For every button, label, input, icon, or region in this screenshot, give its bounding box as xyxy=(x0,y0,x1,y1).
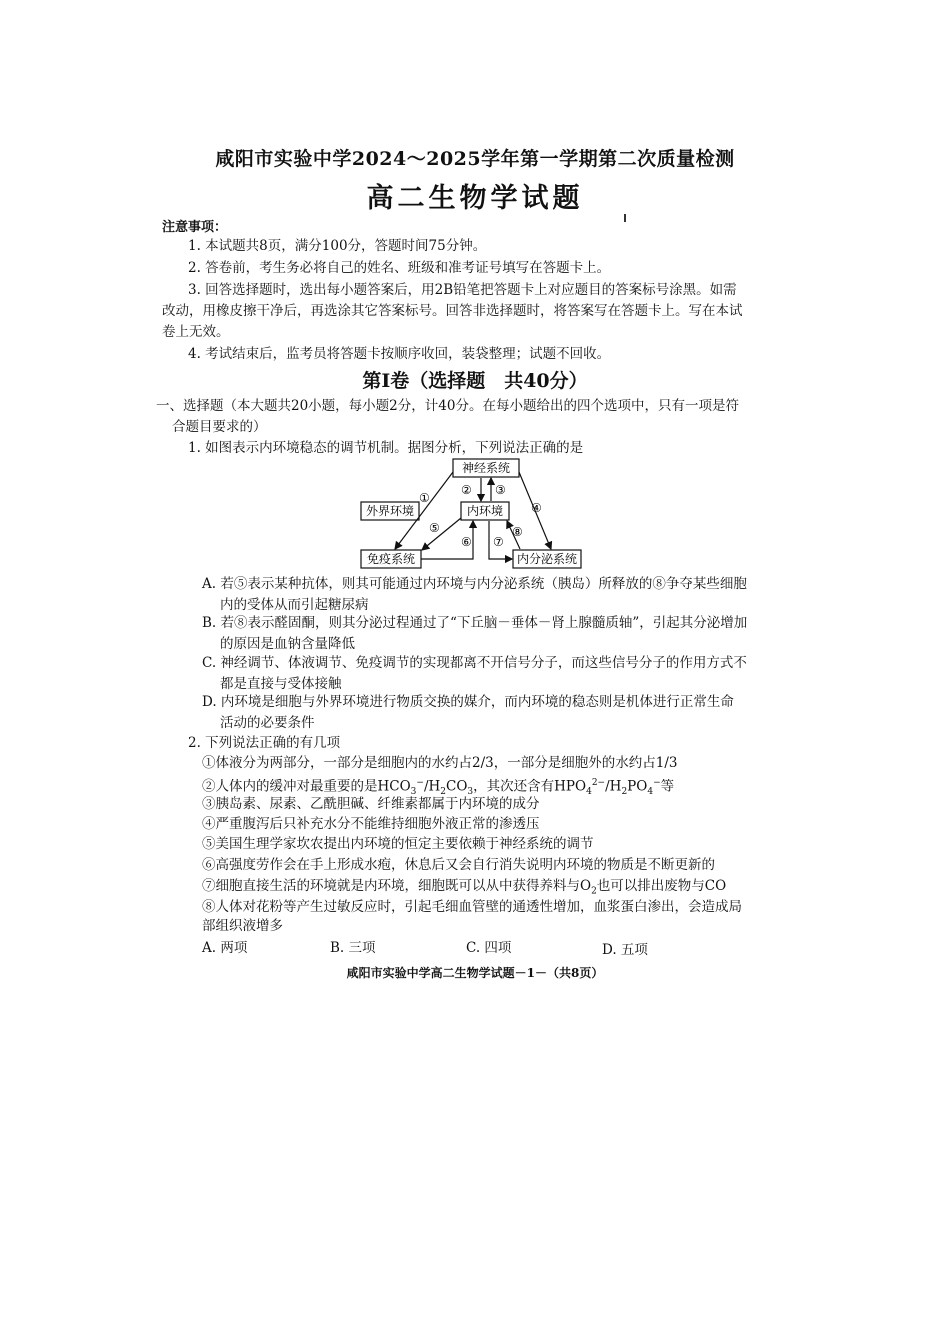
school-title: 咸阳市实验中学2024～2025学年第一学期第二次质量检测 xyxy=(215,148,735,170)
q1-option-d: D. 内环境是细胞与外界环境进行物质交换的媒介，而内环境的稳态则是机体进行正常生命 xyxy=(202,694,734,710)
q2-statement-6: ⑥高强度劳作会在手上形成水疱，休息后又会自行消失说明内环境的物质是不断更新的 xyxy=(202,857,715,873)
section-instruction: 一、选择题（本大题共20小题，每小题2分，计40分。在每小题给出的四个选项中，只有一项是符 xyxy=(156,398,739,414)
q2-option-b: B. 三项 xyxy=(330,940,376,956)
page-footer: 咸阳市实验中学高二生物学试题－1－（共8页） xyxy=(346,966,604,980)
q1-option-b: B. 若⑧表示醛固酮，则其分泌过程通过了“下丘脑－垂体－肾上腺髓质轴”，引起其分泌增加 xyxy=(202,615,748,631)
q1-option-a-cont: 内的受体从而引起糖尿病 xyxy=(220,597,369,613)
q2-statement-3: ③胰岛素、尿素、乙酰胆碱、纤维素都属于内环境的成分 xyxy=(202,796,540,812)
label-1: ① xyxy=(419,491,430,505)
label-8: ⑧ xyxy=(512,525,523,539)
q2-statement-8-cont: 部组织液增多 xyxy=(202,918,283,934)
label-7: ⑦ xyxy=(493,535,504,549)
section-heading: 第Ⅰ卷（选择题 共40分） xyxy=(362,370,588,392)
q1-option-a: A. 若⑤表示某种抗体，则其可能通过内环境与内分泌系统（胰岛）所释放的⑧争夺某些细胞 xyxy=(202,576,747,592)
q2-statement-1: ①体液分为两部分，一部分是细胞内的水约占2/3，一部分是细胞外的水约占1/3 xyxy=(202,755,678,771)
section-instruction-cont: 合题目要求的） xyxy=(172,419,267,435)
q2-statement-2: ②人体内的缓冲对最重要的是$HCO_3^-/H_2CO_3$，其次还含有$HPO_4^{2-}/H_2PO_4^-$等 xyxy=(202,778,675,798)
q2-option-d: D. 五项 xyxy=(602,942,648,958)
q1-option-d-cont: 活动的必要条件 xyxy=(220,715,315,731)
notice-heading: 注意事项： xyxy=(162,220,228,235)
label-5: ⑤ xyxy=(429,521,440,535)
q2-stem: 2. 下列说法正确的有几项 xyxy=(188,735,341,751)
notice-item-2: 2. 答卷前，考生务必将自己的姓名、班级和准考证号填写在答题卡上。 xyxy=(188,260,611,276)
q2-statement-5: ⑤美国生理学家坎农提出内环境的恒定主要依赖于神经系统的调节 xyxy=(202,836,594,852)
label-3: ③ xyxy=(495,483,506,497)
q1-option-b-cont: 的原因是血钠含量降低 xyxy=(220,636,355,652)
q2-option-a: A. 两项 xyxy=(202,940,248,956)
internal-label: 内环境 xyxy=(466,504,504,518)
notice-item-3: 3. 回答选择题时，选出每小题答案后，用2B铅笔把答题卡上对应题目的答案标号涂黑。如需 xyxy=(188,282,737,298)
label-6: ⑥ xyxy=(461,535,472,549)
notice-item-1: 1. 本试题共8页，满分100分，答题时间75分钟。 xyxy=(188,238,487,254)
external-label: 外界环境 xyxy=(365,504,415,518)
q2-statement-4: ④严重腹泻后只补充水分不能维持细胞外液正常的渗透压 xyxy=(202,816,540,832)
label-2: ② xyxy=(461,483,472,497)
nervous-label: 神经系统 xyxy=(461,461,511,475)
label-4: ④ xyxy=(531,501,542,515)
q2-statement-8: ⑧人体对花粉等产生过敏反应时，引起毛细血管壁的通透性增加，血浆蛋白渗出，会造成局 xyxy=(202,899,742,915)
notice-item-3-cont2: 卷上无效。 xyxy=(162,324,230,340)
q2-statement-7: ⑦细胞直接生活的环境就是内环境，细胞既可以从中获得养料与$O_2$也可以排出废物与CO xyxy=(202,878,727,897)
q2-option-c: C. 四项 xyxy=(466,940,512,956)
q1-option-c: C. 神经调节、体液调节、免疫调节的实现都离不开信号分子，而这些信号分子的作用方式不 xyxy=(202,655,747,671)
q1-stem: 1. 如图表示内环境稳态的调节机制。据图分析，下列说法正确的是 xyxy=(188,440,584,456)
scan-mark xyxy=(624,214,626,222)
exam-title: 高二生物学试题 xyxy=(366,183,584,214)
notice-item-3-cont: 改动，用橡皮擦干净后，再选涂其它答案标号。回答非选择题时，将答案写在答题卡上。写在本试 xyxy=(162,303,743,319)
regulation-diagram xyxy=(355,456,595,572)
endocrine-label: 内分泌系统 xyxy=(516,552,578,566)
q1-option-c-cont: 都是直接与受体接触 xyxy=(220,676,342,692)
immune-label: 免疫系统 xyxy=(366,552,416,566)
arrow-5 xyxy=(422,518,461,550)
notice-item-4: 4. 考试结束后，监考员将答题卡按顺序收回，装袋整理；试题不回收。 xyxy=(188,346,611,362)
